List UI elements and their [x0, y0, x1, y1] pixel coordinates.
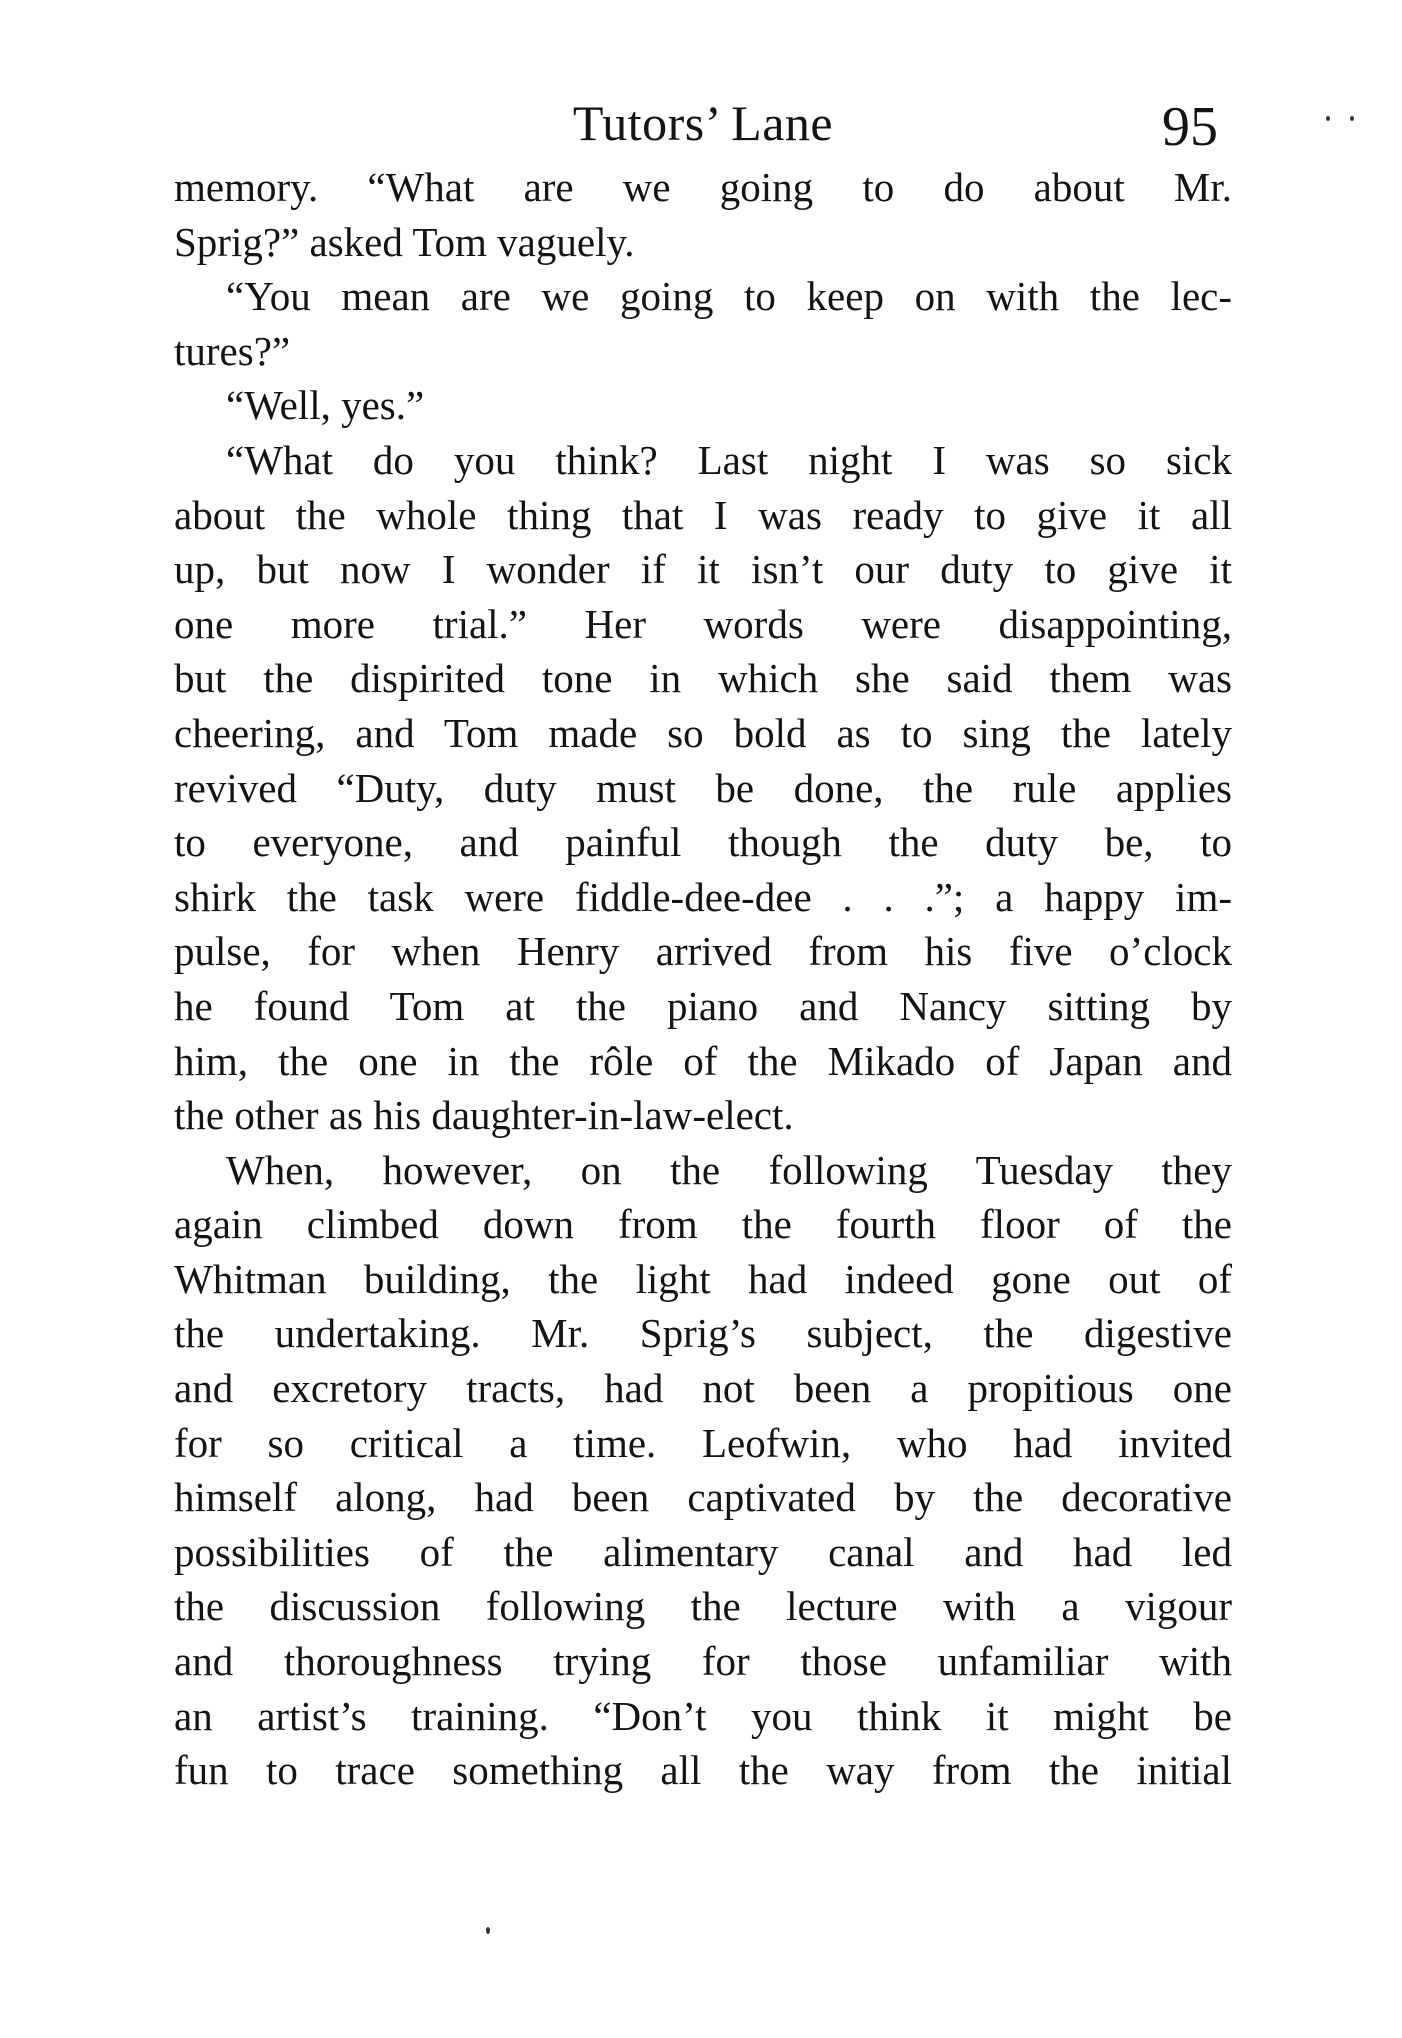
text-line: and thoroughness trying for those unfamiliar with: [174, 1638, 1232, 1685]
text-line: one more trial.” Her words were disappointing,: [174, 600, 1232, 647]
text-line: When, however, on the following Tuesday they: [226, 1146, 1232, 1193]
text-line: Sprig?” asked Tom vaguely.: [174, 218, 635, 265]
text-line: cheering, and Tom made so bold as to sing the lately: [174, 709, 1232, 756]
text-line: up, but now I wonder if it isn’t our duty to give it: [174, 546, 1232, 593]
text-line: tures?”: [174, 327, 291, 374]
text-line: the other as his daughter-in-law-elect.: [174, 1092, 794, 1139]
text-line: himself along, had been captivated by the decorative: [174, 1474, 1232, 1521]
text-line: shirk the task were fiddle-dee-dee . . .”; a happy im-: [174, 873, 1232, 920]
text-line: an artist’s training. “Don’t you think it might be: [174, 1692, 1232, 1739]
text-line: “What do you think? Last night I was so sick: [226, 436, 1232, 483]
text-line: for so critical a time. Leofwin, who had invited: [174, 1419, 1232, 1466]
body-text: [174, 160, 1232, 1798]
text-line: to everyone, and painful though the duty be, to: [174, 819, 1232, 866]
scan-speck: [1326, 116, 1330, 121]
text-line: “You mean are we going to keep on with the lec-: [226, 273, 1232, 320]
running-head: [174, 88, 1232, 158]
running-title: Tutors’ Lane: [572, 95, 834, 151]
text-line: memory. “What are we going to do about Mr.: [174, 164, 1232, 210]
text-line: and excretory tracts, had not been a propitious one: [174, 1365, 1232, 1412]
text-line: him, the one in the rôle of the Mikado of Japan and: [174, 1037, 1232, 1084]
text-line: about the whole thing that I was ready to give it all: [174, 491, 1232, 538]
text-line: “Well, yes.”: [226, 382, 425, 429]
text-line: he found Tom at the piano and Nancy sitting by: [174, 982, 1232, 1029]
text-line: Whitman building, the light had indeed gone out of: [174, 1255, 1232, 1302]
text-line: possibilities of the alimentary canal and had led: [174, 1528, 1232, 1575]
page-number: 95: [1162, 96, 1218, 158]
text-line: pulse, for when Henry arrived from his five o’clock: [174, 928, 1232, 975]
scan-speck: [486, 1927, 490, 1934]
text-line: the undertaking. Mr. Sprig’s subject, the digestive: [174, 1310, 1232, 1357]
text-line: again climbed down from the fourth floor of the: [174, 1201, 1232, 1248]
text-line: revived “Duty, duty must be done, the rule applies: [174, 764, 1232, 811]
scan-speck: [1350, 116, 1354, 121]
text-line: the discussion following the lecture with a vigour: [174, 1583, 1232, 1630]
text-line: but the dispirited tone in which she said them was: [174, 655, 1232, 702]
text-line: fun to trace something all the way from the initial: [174, 1747, 1232, 1794]
